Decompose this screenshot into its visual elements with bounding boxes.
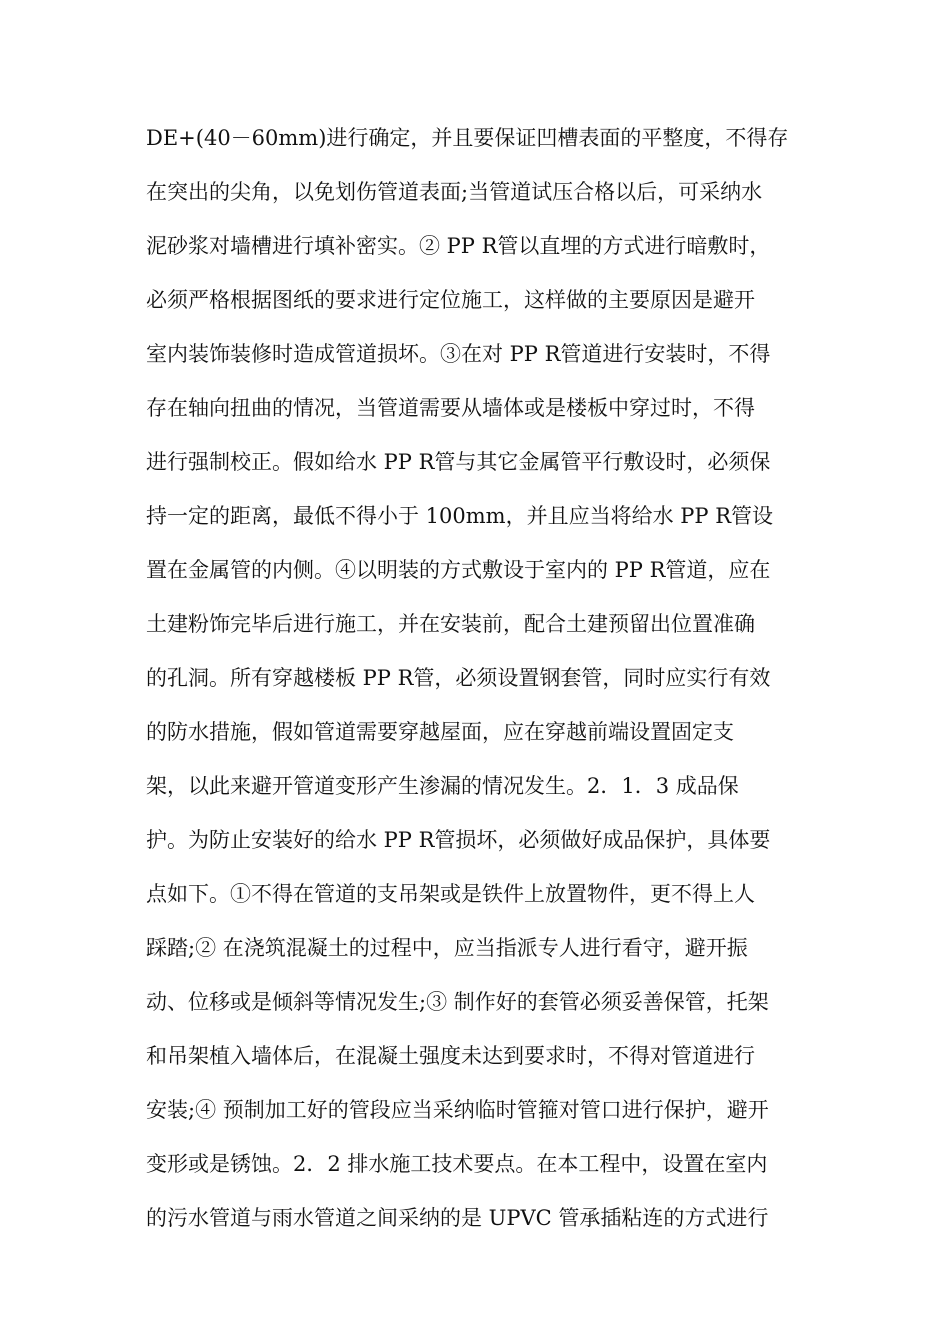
text-line: 和吊架植入墙体后，在混凝土强度未达到要求时，不得对管道进行 (146, 1044, 755, 1068)
text-line: 架，以此来避开管道变形产生渗漏的情况发生。2．1．3 成品保 (146, 774, 739, 798)
text-line: 必须严格根据图纸的要求进行定位施工，这样做的主要原因是避开 (146, 288, 755, 312)
text-line: 护。为防止安装好的给水 PP R管损坏，必须做好成品保护，具体要 (146, 828, 771, 852)
body-text (146, 118, 816, 1252)
text-line: 室内装饰装修时造成管道损坏。③在对 PP R管道进行安装时，不得 (146, 342, 771, 366)
text-line: 土建粉饰完毕后进行施工，并在安装前，配合土建预留出位置准确 (146, 612, 755, 636)
text-line: 的污水管道与雨水管道之间采纳的是 UPVC 管承插粘连的方式进行 (146, 1206, 769, 1230)
text-line: 进行强制校正。假如给水 PP R管与其它金属管平行敷设时，必须保 (146, 450, 771, 474)
text-line: 置在金属管的内侧。④以明装的方式敷设于室内的 PP R管道，应在 (146, 558, 771, 582)
text-line: 动、位移或是倾斜等情况发生;③ 制作好的套管必须妥善保管，托架 (146, 990, 769, 1014)
text-line: 踩踏;② 在浇筑混凝土的过程中，应当指派专人进行看守，避开振 (146, 936, 748, 960)
text-line: 泥砂浆对墙槽进行填补密实。② PP R管以直埋的方式进行暗敷时， (146, 234, 771, 258)
text-line: 安装;④ 预制加工好的管段应当采纳临时管箍对管口进行保护，避开 (146, 1098, 769, 1122)
text-line: 持一定的距离，最低不得小于 100mm，并且应当将给水 PP R管设 (146, 504, 774, 528)
text-line: DE+(40－60mm)进行确定，并且要保证凹槽表面的平整度，不得存 (146, 126, 789, 150)
text-line: 存在轴向扭曲的情况，当管道需要从墙体或是楼板中穿过时，不得 (146, 396, 755, 420)
text-line: 的孔洞。所有穿越楼板 PP R管，必须设置钢套管，同时应实行有效 (146, 666, 771, 690)
text-line: 点如下。①不得在管道的支吊架或是铁件上放置物件，更不得上人 (146, 882, 755, 906)
text-line: 在突出的尖角，以免划伤管道表面;当管道试压合格以后，可采纳水 (146, 180, 763, 204)
text-line: 变形或是锈蚀。2．2 排水施工技术要点。在本工程中，设置在室内 (146, 1152, 768, 1176)
text-line: 的防水措施，假如管道需要穿越屋面，应在穿越前端设置固定支 (146, 720, 734, 744)
